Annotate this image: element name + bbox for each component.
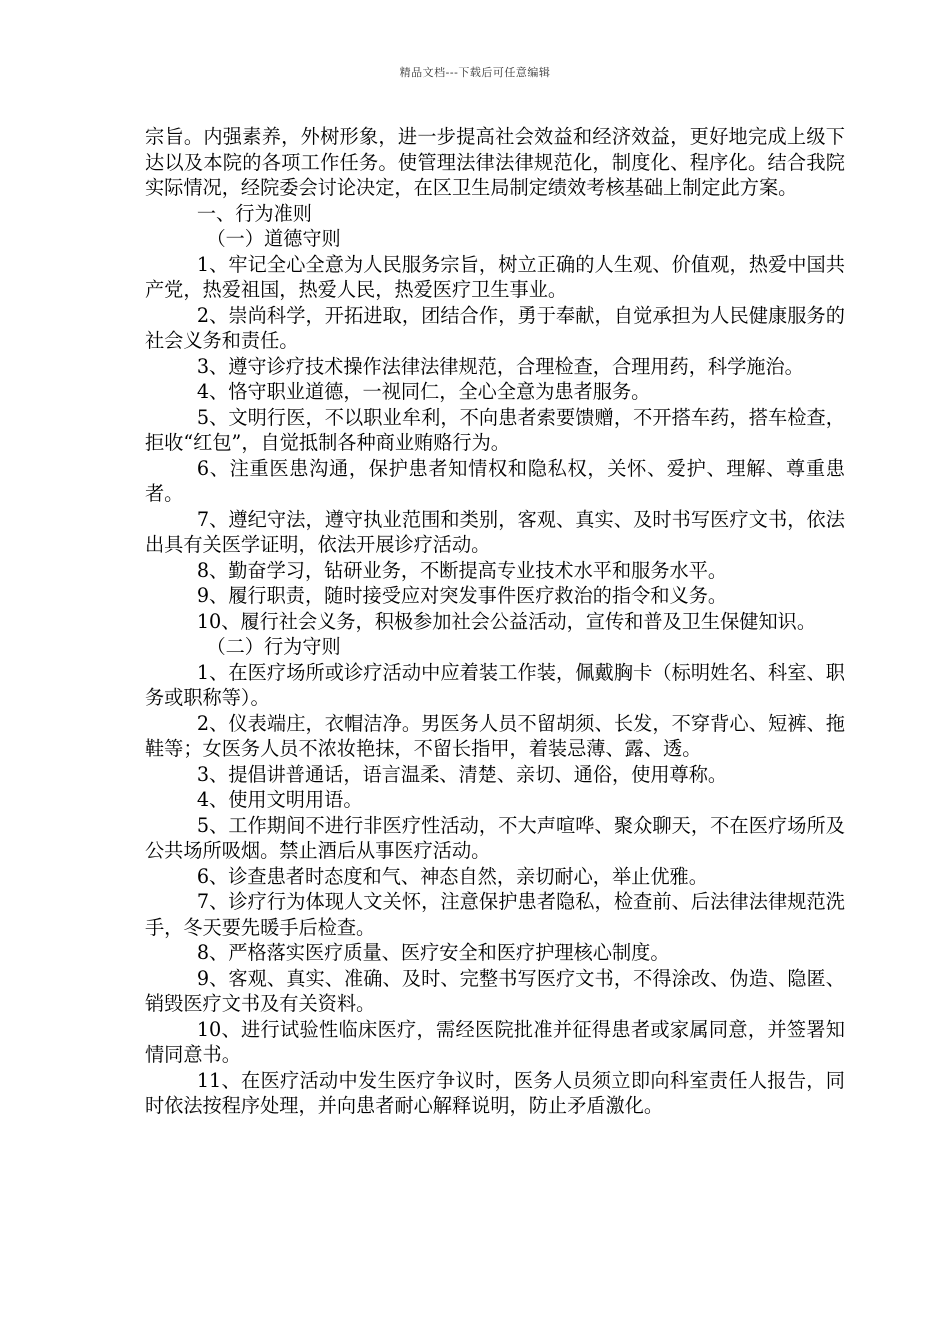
list-item: 3、提倡讲普通话，语言温柔、清楚、亲切、通俗，使用尊称。 [196, 762, 728, 786]
document-body [145, 124, 845, 1119]
list-item: 10、进行试验性临床医疗，需经医院批准并征得患者或家属同意，并签署知情同意书。 [145, 1017, 845, 1066]
list-item: 1、在医疗场所或诊疗活动中应着装工作装，佩戴胸卡（标明姓名、科室、职务或职称等）。 [145, 660, 845, 709]
list-item: 8、严格落实医疗质量、医疗安全和医疗护理核心制度。 [196, 941, 670, 964]
list-item: 1、牢记全心全意为人民服务宗旨，树立正确的人生观、价值观，热爱中国共产党，热爱祖国，热爱人民，热爱医疗卫生事业。 [145, 252, 845, 301]
page-header: 精品文档---下载后可任意编辑 [399, 66, 551, 79]
list-item: 6、注重医患沟通，保护患者知情权和隐私权，关怀、爱护、理解、尊重患者。 [145, 456, 845, 505]
subsection-heading-conduct-code: （二）行为守则 [206, 635, 341, 658]
list-item: 8、勤奋学习，钻研业务，不断提高专业技术水平和服务水平。 [196, 558, 728, 582]
list-item: 7、遵纪守法，遵守执业范围和类别，客观、真实、及时书写医疗文书，依法出具有关医学证明，依法开展诊疗活动。 [145, 507, 845, 556]
list-item: 9、履行职责，随时接受应对突发事件医疗救治的指令和义务。 [196, 584, 728, 607]
list-item: 3、遵守诊疗技术操作法律法律规范，合理检查，合理用药，科学施治。 [196, 354, 804, 378]
list-item: 2、崇尚科学，开拓进取，团结合作，勇于奉献，自觉承担为人民健康服务的社会义务和责任。 [145, 303, 845, 352]
list-item: 4、使用文明用语。 [196, 788, 363, 811]
list-item: 4、恪守职业道德，一视同仁，全心全意为患者服务。 [196, 380, 651, 403]
list-item: 6、诊查患者时态度和气、神态自然，亲切耐心，举止优雅。 [196, 864, 708, 888]
paragraph-intro: 宗旨。内强素养，外树形象，进一步提高社会效益和经济效益，更好地完成上级下达以及本院的各项工作任务。使管理法律法律规范化，制度化、程序化。结合我院实际情况，经院委会讨论决定，在区卫生局制定绩效考核基础上制定此方案。 [145, 125, 845, 199]
subsection-heading-moral-code: （一）道德守则 [206, 227, 341, 250]
section-heading-behavior-rules: 一、行为准则 [196, 201, 312, 225]
list-item: 5、工作期间不进行非医疗性活动，不大声喧哗、聚众聊天，不在医疗场所及公共场所吸烟。禁止酒后从事医疗活动。 [145, 813, 845, 862]
list-item: 9、客观、真实、准确、及时、完整书写医疗文书，不得涂改、伪造、隐匿、销毁医疗文书及有关资料。 [145, 966, 845, 1015]
list-item: 11、在医疗活动中发生医疗争议时，医务人员须立即向科室责任人报告，同时依法按程序处理，并向患者耐心解释说明，防止矛盾激化。 [145, 1068, 845, 1117]
list-item: 5、文明行医，不以职业牟利，不向患者索要馈赠，不开搭车药，搭车检查，拒收“红包”，自觉抵制各种商业贿赂行为。 [145, 405, 845, 454]
list-item: 2、仪表端庄，衣帽洁净。男医务人员不留胡须、长发，不穿背心、短裤、拖鞋等；女医务人员不浓妆艳抹，不留长指甲，着装忌薄、露、透。 [145, 711, 845, 760]
list-item: 10、履行社会义务，积极参加社会公益活动，宣传和普及卫生保健知识。 [196, 609, 817, 633]
list-item: 7、诊疗行为体现人文关怀，注意保护患者隐私，检查前、后法律法律规范洗手，冬天要先暖手后检查。 [145, 890, 845, 939]
